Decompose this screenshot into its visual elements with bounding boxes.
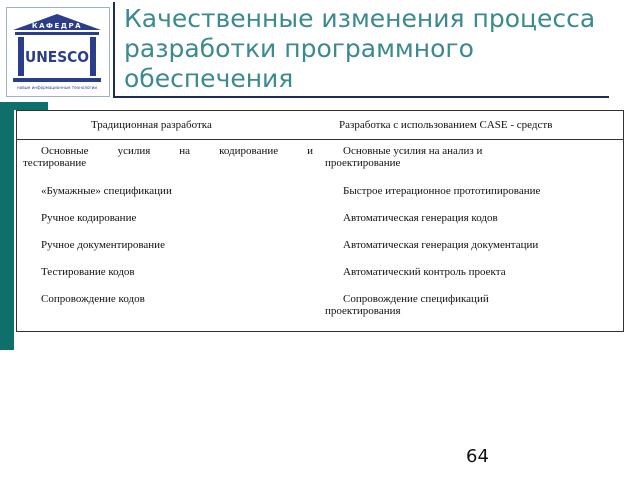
table-header-row: [17, 111, 624, 140]
table-row: [17, 293, 624, 332]
table-row: [17, 212, 624, 239]
table-cell-traditional: [17, 212, 320, 239]
cell-line: Сопровождение кодов: [41, 293, 145, 305]
cell-line: Основные усилия на кодирование и: [41, 145, 313, 157]
accent-bar: [0, 102, 14, 350]
table-row: [17, 140, 624, 186]
title-divider-horizontal: [113, 96, 609, 98]
cell-line: Автоматическая генерация документации: [343, 239, 539, 251]
table-cell-case: [319, 266, 624, 293]
logo-column: [18, 37, 24, 76]
cell-line: Автоматический контроль проекта: [343, 266, 506, 278]
header-case: Разработка с использованием CASE - средств: [319, 111, 624, 140]
cell-line: тестирование: [23, 157, 87, 169]
cell-line: проектирования: [325, 305, 401, 317]
table-cell-traditional: [17, 266, 320, 293]
cell-line: Ручное документирование: [41, 239, 165, 251]
table-cell-traditional: [17, 140, 320, 186]
cell-line: проектирование: [325, 157, 401, 169]
logo-bottom-text: новые информационные технологии: [17, 85, 98, 90]
table-cell-case: [319, 293, 624, 332]
table-cell-case: [319, 140, 624, 186]
table-row: [17, 239, 624, 266]
cell-line: Тестирование кодов: [41, 266, 135, 278]
title-divider-vertical: [113, 2, 115, 98]
table-cell-traditional: [17, 185, 320, 212]
cell-line: Основные усилия на анализ и: [343, 145, 483, 157]
table-cell-case: [319, 185, 624, 212]
cell-line: Ручное кодирование: [41, 212, 137, 224]
table-cell-case: [319, 212, 624, 239]
logo-top-text: КАФЕДРА: [31, 22, 83, 30]
logo-base: [13, 78, 101, 82]
table-cell-traditional: [17, 293, 320, 332]
cell-line: Автоматическая генерация кодов: [343, 212, 498, 224]
logo-beam: [15, 32, 99, 35]
logo-main-text: UNESCO: [25, 48, 89, 66]
table-cell-traditional: [17, 239, 320, 266]
table-row: [17, 266, 624, 293]
table-cell-case: [319, 239, 624, 266]
table-row: [17, 185, 624, 212]
logo-column: [90, 37, 96, 76]
accent-bar-cap: [14, 102, 48, 110]
slide-title: Качественные изменения процесса разработки программного обеспечения: [124, 4, 596, 93]
cell-line: Сопровождение спецификаций: [343, 293, 489, 305]
header-traditional: Традиционная разработка: [17, 111, 320, 140]
unesco-logo: [10, 12, 104, 95]
comparison-table: [16, 110, 624, 332]
page-number: 64: [466, 446, 489, 467]
cell-line: Быстрое итерационное прототипирование: [343, 185, 541, 197]
cell-line: «Бумажные» спецификации: [41, 185, 172, 197]
